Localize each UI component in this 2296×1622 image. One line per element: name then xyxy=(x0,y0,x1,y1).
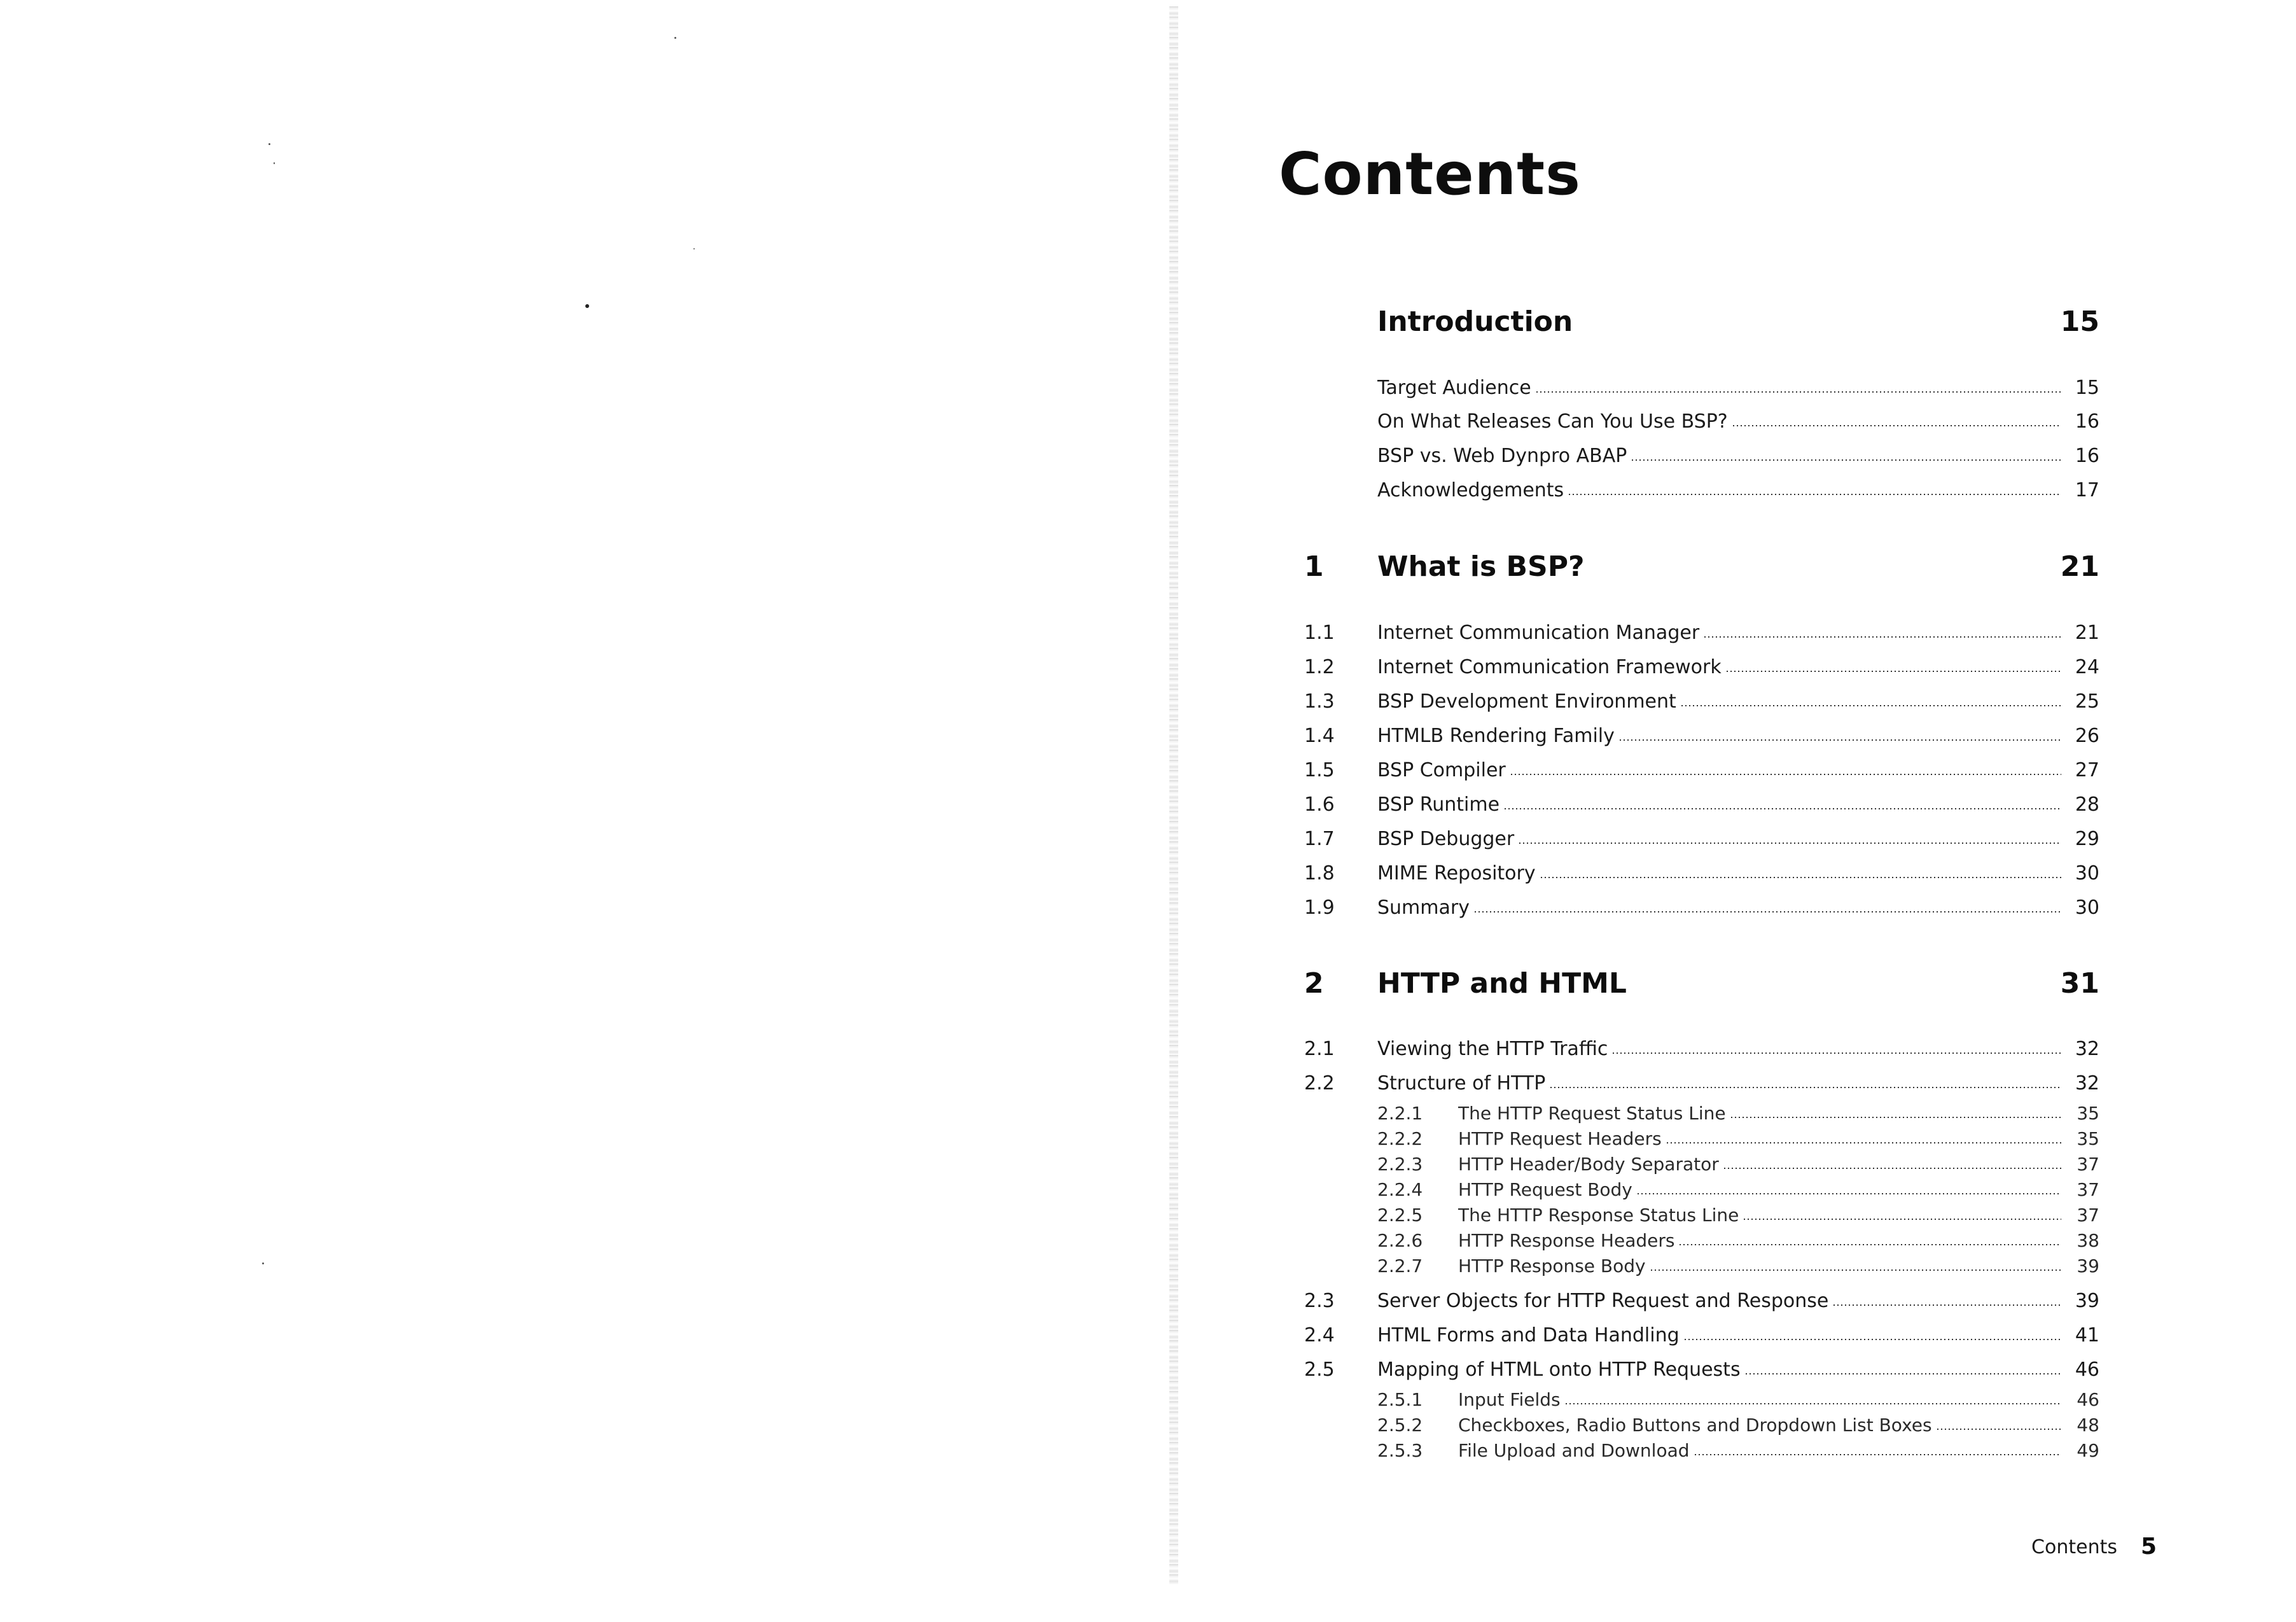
dot-leader xyxy=(1620,739,2061,741)
entry-page-number: 27 xyxy=(2075,759,2099,781)
entry-page-number: 25 xyxy=(2075,690,2099,713)
entry-page-number: 28 xyxy=(2075,794,2099,816)
section-number: 2.3 xyxy=(1304,1290,1335,1312)
scan-speck xyxy=(693,248,695,249)
entry-page-number: 30 xyxy=(2075,897,2099,919)
toc-subentry[interactable] xyxy=(1304,1254,2099,1279)
entry-label: Internet Communication Manager xyxy=(1377,622,1700,644)
dot-leader xyxy=(1638,1193,2061,1194)
entry-label: BSP Debugger xyxy=(1377,828,1515,850)
entry-label: Target Audience xyxy=(1377,377,1531,399)
entry-page-number: 26 xyxy=(2075,725,2099,747)
subentry-page-number: 46 xyxy=(2077,1389,2099,1410)
entry-label: Viewing the HTTP Traffic xyxy=(1377,1038,1608,1060)
footer-page-number: 5 xyxy=(2140,1534,2157,1560)
chapter-heading-2[interactable] xyxy=(1304,967,2099,1012)
toc-subentry[interactable] xyxy=(1304,1177,2099,1203)
toc-entry[interactable] xyxy=(1304,722,2099,750)
toc-entry[interactable] xyxy=(1304,374,2099,402)
toc-entry[interactable] xyxy=(1304,442,2099,470)
toc-subentry[interactable] xyxy=(1304,1387,2099,1413)
toc-entry[interactable] xyxy=(1304,477,2099,505)
section-number: 2.4 xyxy=(1304,1324,1335,1346)
section-number: 1.6 xyxy=(1304,794,1335,816)
section-number: 2.1 xyxy=(1304,1038,1335,1060)
subsection-number: 2.2.5 xyxy=(1377,1205,1423,1226)
dot-leader xyxy=(1505,808,2061,809)
subentry-page-number: 37 xyxy=(2077,1205,2099,1226)
toc-entry[interactable] xyxy=(1304,1322,2099,1350)
subsection-number: 2.5.3 xyxy=(1377,1440,1423,1461)
section-number: 1.1 xyxy=(1304,622,1335,644)
subentry-label: The HTTP Request Status Line xyxy=(1458,1103,1726,1124)
dot-leader xyxy=(1651,1269,2061,1271)
dot-leader xyxy=(1937,1429,2061,1430)
dot-leader xyxy=(1519,842,2061,844)
dot-leader xyxy=(1685,1339,2061,1340)
toc-entry[interactable] xyxy=(1304,757,2099,785)
chapter-page-number: 31 xyxy=(2060,967,2099,1000)
entry-label: BSP Runtime xyxy=(1377,794,1500,816)
subsection-number: 2.5.2 xyxy=(1377,1415,1423,1436)
dot-leader xyxy=(1704,636,2061,638)
toc-entry[interactable] xyxy=(1304,619,2099,647)
subentry-page-number: 35 xyxy=(2077,1128,2099,1149)
subentry-label: The HTTP Response Status Line xyxy=(1458,1205,1739,1226)
subsection-number: 2.2.7 xyxy=(1377,1255,1423,1276)
entry-page-number: 17 xyxy=(2075,479,2099,501)
chapter-page-number: 15 xyxy=(2060,305,2099,338)
scan-speck xyxy=(274,162,275,164)
toc-subentry[interactable] xyxy=(1304,1152,2099,1177)
scan-speck xyxy=(262,1262,264,1264)
toc-entry[interactable] xyxy=(1304,1035,2099,1063)
scan-speck xyxy=(268,143,270,145)
chapter-number: 2 xyxy=(1304,967,1324,1000)
chapter-number: 1 xyxy=(1304,550,1324,583)
page-title: Contents xyxy=(1279,140,1581,208)
toc-entry[interactable] xyxy=(1304,688,2099,716)
dot-leader xyxy=(1511,774,2061,775)
subentry-page-number: 49 xyxy=(2077,1440,2099,1461)
entry-page-number: 15 xyxy=(2075,377,2099,399)
subentry-label: HTTP Request Headers xyxy=(1458,1128,1662,1149)
toc-entry[interactable] xyxy=(1304,1070,2099,1098)
dot-leader xyxy=(1541,877,2061,878)
subsection-number: 2.2.2 xyxy=(1377,1128,1423,1149)
toc-entry[interactable] xyxy=(1304,1287,2099,1315)
subsection-number: 2.2.3 xyxy=(1377,1154,1423,1175)
entry-page-number: 30 xyxy=(2075,862,2099,884)
book-gutter-shadow xyxy=(1169,6,1178,1584)
subsection-number: 2.5.1 xyxy=(1377,1389,1423,1410)
dot-leader xyxy=(1613,1052,2061,1054)
entry-label: Structure of HTTP xyxy=(1377,1072,1546,1094)
subentry-page-number: 35 xyxy=(2077,1103,2099,1124)
toc-entry[interactable] xyxy=(1304,894,2099,922)
dot-leader xyxy=(1475,911,2061,912)
entry-label: BSP Compiler xyxy=(1377,759,1506,781)
scan-speck xyxy=(585,304,589,308)
dot-leader xyxy=(1695,1454,2061,1455)
entry-page-number: 32 xyxy=(2075,1072,2099,1094)
dot-leader xyxy=(1550,1087,2061,1088)
entry-page-number: 39 xyxy=(2075,1290,2099,1312)
entry-page-number: 41 xyxy=(2075,1324,2099,1346)
dot-leader xyxy=(1569,494,2061,495)
entry-page-number: 29 xyxy=(2075,828,2099,850)
toc-subentry[interactable] xyxy=(1304,1126,2099,1152)
section-number: 2.2 xyxy=(1304,1072,1335,1094)
dot-leader xyxy=(1833,1304,2061,1306)
dot-leader xyxy=(1724,1168,2061,1169)
entry-label: Acknowledgements xyxy=(1377,479,1564,501)
entry-label: MIME Repository xyxy=(1377,862,1536,884)
toc-entry[interactable] xyxy=(1304,825,2099,853)
section-number: 1.5 xyxy=(1304,759,1335,781)
toc-entry[interactable] xyxy=(1304,791,2099,819)
section-number: 1.3 xyxy=(1304,690,1335,713)
footer-label: Contents xyxy=(2031,1536,2117,1558)
section-number: 1.9 xyxy=(1304,897,1335,919)
entry-page-number: 32 xyxy=(2075,1038,2099,1060)
page-footer xyxy=(1972,1534,2157,1565)
section-number: 1.8 xyxy=(1304,862,1335,884)
subsection-number: 2.2.1 xyxy=(1377,1103,1423,1124)
dot-leader xyxy=(1733,425,2061,426)
dot-leader xyxy=(1536,391,2061,393)
subsection-number: 2.2.6 xyxy=(1377,1230,1423,1251)
dot-leader xyxy=(1680,1244,2061,1245)
subentry-label: Checkboxes, Radio Buttons and Dropdown List Boxes xyxy=(1458,1415,1932,1436)
subentry-page-number: 39 xyxy=(2077,1255,2099,1276)
chapter-heading-introduction[interactable] xyxy=(1304,305,2099,350)
chapter-heading-1[interactable] xyxy=(1304,550,2099,595)
entry-page-number: 21 xyxy=(2075,622,2099,644)
entry-label: BSP Development Environment xyxy=(1377,690,1676,713)
toc-subentry[interactable] xyxy=(1304,1203,2099,1228)
dot-leader xyxy=(1746,1373,2061,1374)
dot-leader xyxy=(1681,705,2061,706)
subentry-page-number: 37 xyxy=(2077,1179,2099,1200)
subentry-label: HTTP Response Body xyxy=(1458,1255,1646,1276)
subentry-label: HTTP Response Headers xyxy=(1458,1230,1675,1251)
toc-entry[interactable] xyxy=(1304,1356,2099,1384)
entry-page-number: 24 xyxy=(2075,656,2099,678)
entry-page-number: 16 xyxy=(2075,445,2099,467)
scan-speck xyxy=(674,37,676,39)
subentry-label: File Upload and Download xyxy=(1458,1440,1690,1461)
chapter-page-number: 21 xyxy=(2060,550,2099,583)
dot-leader xyxy=(1632,459,2061,461)
chapter-title: Introduction xyxy=(1377,305,1573,338)
toc-subentry[interactable] xyxy=(1304,1101,2099,1126)
entry-label: Summary xyxy=(1377,897,1470,919)
dot-leader xyxy=(1667,1142,2061,1143)
entry-label: HTMLB Rendering Family xyxy=(1377,725,1615,747)
dot-leader xyxy=(1566,1403,2061,1404)
subsection-number: 2.2.4 xyxy=(1377,1179,1423,1200)
entry-label: Server Objects for HTTP Request and Response xyxy=(1377,1290,1829,1312)
subentry-label: HTTP Header/Body Separator xyxy=(1458,1154,1719,1175)
toc-subentry[interactable] xyxy=(1304,1413,2099,1438)
entry-label: On What Releases Can You Use BSP? xyxy=(1377,410,1728,433)
section-number: 1.7 xyxy=(1304,828,1335,850)
chapter-title: What is BSP? xyxy=(1377,550,1585,583)
dot-leader xyxy=(1731,1117,2061,1118)
subentry-page-number: 38 xyxy=(2077,1230,2099,1251)
toc-subentry[interactable] xyxy=(1304,1438,2099,1464)
toc-subentry[interactable] xyxy=(1304,1228,2099,1254)
toc-entry[interactable] xyxy=(1304,654,2099,682)
dot-leader xyxy=(1744,1219,2061,1220)
entry-page-number: 46 xyxy=(2075,1359,2099,1381)
chapter-title: HTTP and HTML xyxy=(1377,967,1627,1000)
entry-label: BSP vs. Web Dynpro ABAP xyxy=(1377,445,1627,467)
subentry-page-number: 37 xyxy=(2077,1154,2099,1175)
entry-label: Mapping of HTML onto HTTP Requests xyxy=(1377,1359,1741,1381)
entry-page-number: 16 xyxy=(2075,410,2099,433)
section-number: 1.4 xyxy=(1304,725,1335,747)
dot-leader xyxy=(1727,671,2061,672)
entry-label: HTML Forms and Data Handling xyxy=(1377,1324,1680,1346)
toc-entry[interactable] xyxy=(1304,408,2099,436)
section-number: 2.5 xyxy=(1304,1359,1335,1381)
subentry-label: Input Fields xyxy=(1458,1389,1561,1410)
section-number: 1.2 xyxy=(1304,656,1335,678)
entry-label: Internet Communication Framework xyxy=(1377,656,1722,678)
toc-entry[interactable] xyxy=(1304,860,2099,888)
subentry-label: HTTP Request Body xyxy=(1458,1179,1632,1200)
subentry-page-number: 48 xyxy=(2077,1415,2099,1436)
